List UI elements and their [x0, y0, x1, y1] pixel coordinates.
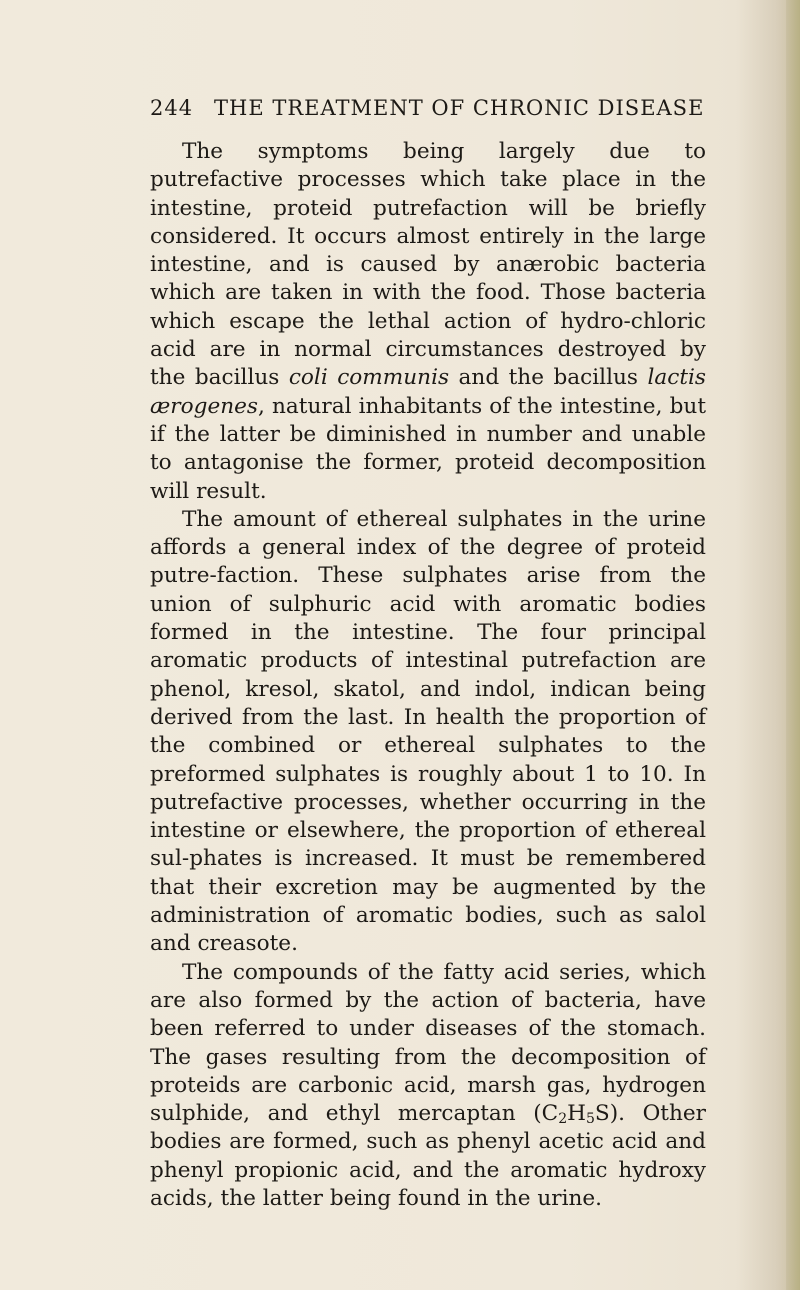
running-title: THE TREATMENT OF CHRONIC DISEASE: [214, 96, 705, 120]
page-number: 244: [150, 96, 194, 120]
subscript: 5: [585, 1111, 595, 1128]
text-run: S). Other bodies are formed, such as phenyl acetic acid and phenyl propionic acid, and the aromatic hydroxy acids, the latter being found in the urine.: [150, 1101, 706, 1211]
text-run: The compounds of the fatty acid series, which are also formed by the action of bacteria, have been referred to under diseases of the stomach. The gases resulting from the decomposition of proteids are carbonic acid, marsh gas, hydrogen sulphide, and ethyl mercaptan (C: [150, 959, 706, 1127]
text-run: H: [567, 1101, 586, 1127]
italic-term-coli-communis: coli communis: [288, 365, 450, 391]
paragraph-putrefaction: [150, 138, 706, 506]
running-header: [150, 96, 705, 120]
text-run: and the bacillus: [449, 365, 648, 391]
paragraph-ethereal-sulphates: The amount of ethereal sulphates in the urine affords a general index of the degree of proteid putre-faction. These sulphates arise from the union of sulphuric acid with aromatic bodies formed in the intestine. The four principal aromatic products of intestinal putrefaction are phenol, kresol, skatol, and indol, indican being derived from the last. In health the proportion of the combined or ethereal sulphates to the preformed sulphates is roughly about 1 to 10. In putrefactive processes, whether occurring in the intestine or elsewhere, the proportion of ethereal sul-phates is increased. It must be remembered that their excretion may be augmented by the administration of aromatic bodies, such as salol and creasote.: [150, 506, 706, 957]
page-edge-shadow: [786, 0, 800, 1290]
body-text: [150, 138, 706, 1213]
paragraph-fatty-acids: [150, 959, 706, 1214]
italic-term-lactis-aerogenes: lactis ærogenes: [150, 365, 706, 419]
text-run: The symptoms being largely due to putrefactive processes which take place in the intestine, proteid putrefaction will be briefly considered. It occurs almost entirely in the large intestine, and is caused by anærobic bacteria which are taken in with the food. Those bacteria which escape the lethal action of hydro-chloric acid are in normal circumstances destroyed by the bacillus: [150, 139, 706, 391]
subscript: 2: [558, 1111, 568, 1128]
text-run: , natural inhabitants of the intestine, but if the latter be diminished in number and unable to antagonise the former, proteid decomposition will result.: [150, 393, 706, 504]
